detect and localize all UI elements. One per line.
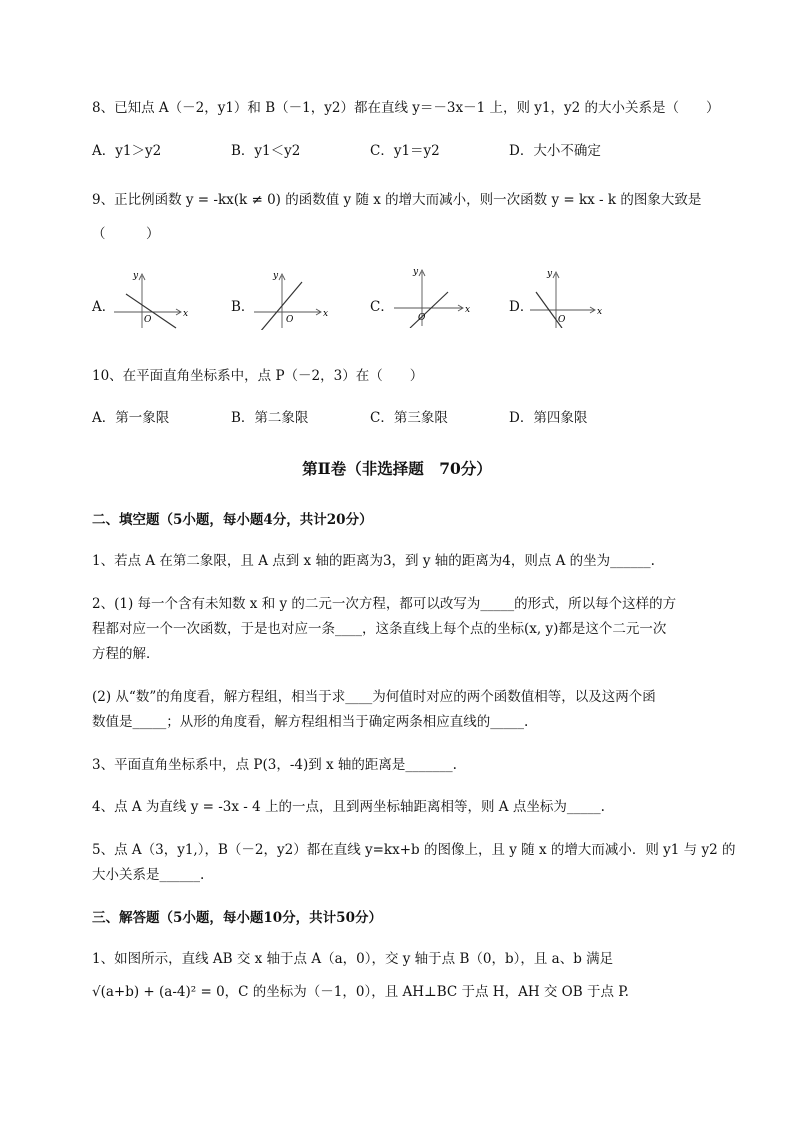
q8-option-c: C．y1＝y2	[370, 143, 440, 159]
origin-label: O	[144, 315, 152, 325]
q10-option-c: C．第三象限	[370, 410, 448, 426]
fill-q5-line2: 大小关系是______.	[92, 867, 205, 883]
fill-q5-line1: 5、点 A（3，y1,），B（－2，y2）都在直线 y=kx+b 的图像上，且 y 随 x 的增大而减小．则 y1 与 y2 的	[92, 842, 736, 858]
q8-option-d: D．大小不确定	[509, 143, 601, 159]
q9-graph-b	[252, 268, 334, 330]
fill-q2-line3: 方程的解．	[92, 646, 160, 662]
y-axis-label: y	[133, 271, 139, 281]
q9-paren: （ ）	[92, 226, 160, 242]
origin-label: O	[286, 315, 294, 325]
q10-stem: 10、在平面直角坐标系中，点 P（－2，3）在（ ）	[92, 368, 424, 384]
x-axis-label: x	[323, 309, 329, 319]
q10-option-d: D．第四象限	[509, 410, 588, 426]
q9-option-a: A．	[92, 299, 116, 315]
q9-option-b: B．	[231, 299, 255, 315]
q9-option-d: D．	[509, 299, 534, 315]
q9-stem: 9、正比例函数 y = -kx(k ≠ 0) 的函数值 y 随 x 的增大而减小，则一次函数 y = kx - k 的图象大致是	[92, 192, 702, 208]
y-axis-label: y	[273, 271, 279, 281]
y-axis-label: y	[547, 269, 553, 279]
x-axis-label: x	[465, 305, 471, 315]
q8-stem: 8、已知点 A（－2，y1）和 B（－1，y2）都在直线 y＝－3x－1 上，则 y1，y2 的大小关系是（ ）	[92, 100, 720, 116]
fill-section-heading: 二、填空题（5小题，每小题4分，共计20分）	[92, 512, 373, 528]
q10-option-a: A．第一象限	[92, 410, 170, 426]
fill-q3: 3、平面直角坐标系中，点 P(3，-4)到 x 轴的距离是_______.	[92, 757, 457, 773]
fill-q2-line1: 2、(1) 每一个含有未知数 x 和 y 的二元一次方程，都可以改写为_____的形式，所以每个这样的方	[92, 596, 677, 612]
answer-q1-line2: √(a+b) + (a-4)² = 0，C 的坐标为（－1，0），且 AH⊥BC 于点 H，AH 交 OB 于点 P.	[92, 984, 629, 1000]
q9-graph-a	[112, 268, 194, 330]
part2-title: 第Ⅱ卷（非选择题 70分）	[302, 459, 492, 478]
x-axis-label: x	[183, 309, 189, 319]
fill-q4: 4、点 A 为直线 y = -3x - 4 上的一点，且到两坐标轴距离相等，则 A 点坐标为_____.	[92, 799, 605, 815]
origin-label: O	[418, 313, 426, 323]
q9-graph-d	[528, 264, 610, 328]
origin-label: O	[558, 315, 566, 325]
fill-q2-line2: 程都对应一个一次函数，于是也对应一条____，这条直线上每个点的坐标(x, y)都是这个二元一次	[92, 621, 667, 637]
answer-q1-line1: 1、如图所示，直线 AB 交 x 轴于点 A（a，0），交 y 轴于点 B（0，b），且 a、b 满足	[92, 951, 614, 967]
fill-q2-part2-line2: 数值是_____；从形的角度看，解方程组相当于确定两条相应直线的_____.	[92, 714, 529, 730]
fill-q2-part2-line1: (2) 从“数”的角度看，解方程组，相当于求____为何值时对应的两个函数值相等，以及这两个函	[92, 689, 656, 705]
q8-option-a: A．y1＞y2	[92, 143, 162, 159]
q8-option-b: B．y1＜y2	[231, 143, 301, 159]
answer-section-heading: 三、解答题（5小题，每小题10分，共计50分）	[92, 910, 382, 926]
y-axis-label: y	[413, 267, 419, 277]
x-axis-label: x	[597, 307, 603, 317]
q10-option-b: B．第二象限	[231, 410, 309, 426]
q9-graph-c	[392, 262, 474, 328]
q9-option-c: C．	[370, 299, 394, 315]
fill-q1: 1、若点 A 在第二象限，且 A 点到 x 轴的距离为3，到 y 轴的距离为4，则点 A 的坐为______.	[92, 553, 655, 569]
